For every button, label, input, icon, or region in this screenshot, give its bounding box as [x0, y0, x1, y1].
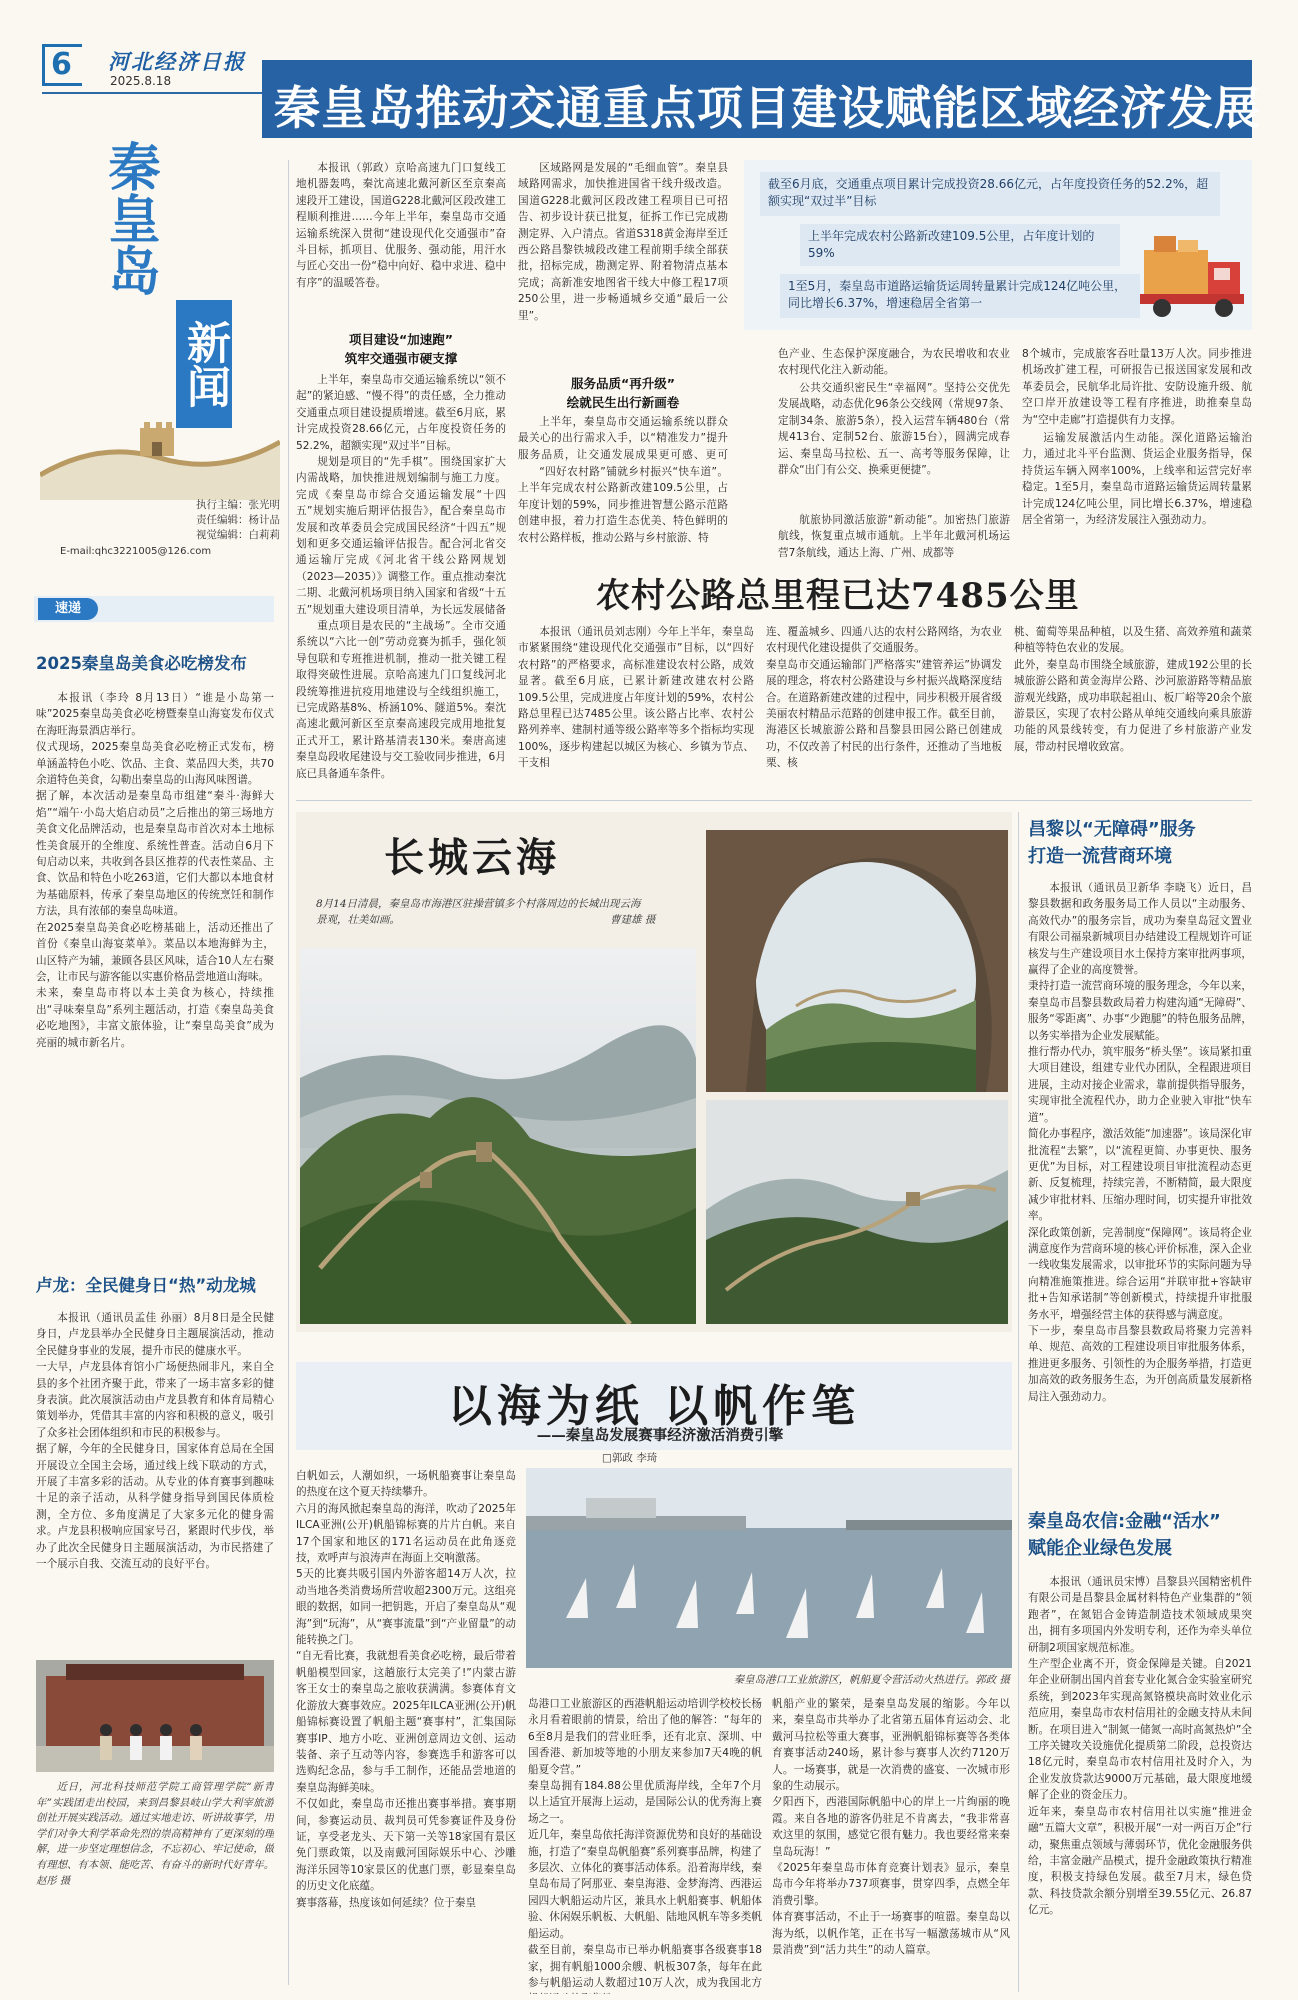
rural-credit-body: 本报讯（通讯员宋博）昌黎县兴国精密机件有限公司是昌黎县金属材料特色产业集群的“领跑者”，在氮铝合金铸造制造技术领域成果突出，拥有多项国内外发明专利，还作为牵头单位研制2项国家规范标准。 生产型企业离不开，资金保障是关键。自2021年企业研制出国内首套专业化氮合金实验室研究系统，到2023年实现高氮铬模块高时效业化示范应用，秦皇岛市农村信用社的金融支持从未间断。在项目进入“制氮一储氮一高时高氮热炉”全工序关键攻关设施优化提质第二阶段，总投资达18亿元时，秦皇岛市农村信用社及时介入，为企业发放贷款达9000万元基础，最大限度地缓解了企业的资金压力。 近年来，秦皇岛市农村信用社以实施“推进金融“五篇大文章”，积极开展“一对一两百万企”行动，聚焦重点领域与薄弱环节，优化金融服务供给，丰富金融产品模式，提升金融政策执行精准度，积极支持绿色发展。截至7月末，绿色贷款、科技贷款余额分别增至39.55亿元、26.87亿元。 — [1028, 1576, 1252, 1917]
lead-col1-p3: 规划是项目的“先手棋”。围绕国家扩大内需战略，加快推进规划编制与施工力度。完成《秦皇岛市综合交通运输发展“十四五”规划实施后期评估报告》，配合秦皇岛市发展和改革委员会完成国民经济“十四五”规划和更多交通运输评估报告。配合河北省交通运输厅完成《河北省干线公路网规划（2023—2035）》调整工作。重点推动秦沈二期、北戴河机场项目纳入国家和省级“十五五”规划重大建设项目清单，为长远发展储备 — [296, 456, 506, 616]
sailing-col1: 白帆如云，人潮如织，一场帆船赛事让秦皇岛的热度在这个夏天持续攀升。 六月的海风掀起秦皇岛的海洋，吹动了2025年ILCA亚洲(公开)帆船锦标赛的片片白帆。来自17个国家和地区的171名运动员在此角逐竞技，欢呼声与浪涛声在海面上交响激荡。 5天的比赛共吸引国内外游客超14万人次，拉动当地各类消费场所营收超2300万元。这组亮眼的数据，如同一把钥匙，开启了秦皇岛从“观海”到“玩海”，从“赛事流量”到“产业留量”的动能转换之门。 “自无看比赛，我就想看美食必吃榜，最后带着帆船模型回家，这趟旅行太完美了!”内蒙古游客王女士的秦皇岛之旅收获满满。参赛体育文化游放大赛事效应。2025年ILCA亚洲(公开)帆船锦标赛设置了帆船主题“赛事村”，汇集国际赛事IP、地方小吃、亚洲创意周边文创、运动装备、亲子互动等内容，参赛选手和游客可以选购纪念品，参与手工制作，还能品尝地道的秦皇岛海鲜美味。 不仅如此，秦皇岛市还推出赛事举措。赛事期间，参赛运动员、裁判员可凭参赛证件及身份证，享受老龙头、天下第一关等18家国有景区免门票政策，以及南戴河国际娱乐中心、沙雕海洋乐园等10家景区的优惠门票，彰显秦皇岛的历史文化底蕴。 赛事落幕，热度该如何延续？位于秦皇 — [296, 1470, 516, 1909]
sailing-byline: □郭政 李琦 — [602, 1452, 658, 1464]
lead-col4-p1: 8个城市，完成旅客吞吐量13万人次。同步推进机场改扩建工程，可研报告已报送国家发展和改革委员会，民航华北局许批、安防设施升级、航空口岸开放建设等工程有序推进，助推秦皇岛为“空中走廊”打造提供有力支撑。 — [1022, 348, 1252, 426]
lead-col1-intro: 本报讯（郭政）京哈高速九门口复线工地机器轰鸣，秦沈高速北戴河新区至京秦高速段开工建设，国道G228北戴河区段改建工程顺利推进……今年上半年，秦皇岛市交通运输系统深入贯彻“建设现代化交通强市”奋斗目标，抓项目、优服务、强动能，用汗水与匠心交出一份“稳中向好、稳中求进、稳中有序”的温暖答卷。 — [296, 162, 506, 289]
brief1-title: 2025秦皇岛美食必吃榜发布 — [36, 654, 247, 673]
great-wall-caption: 8月14日清晨，秦皇岛市海港区驻操营镇多个村落周边的长城出现云海景观，壮美如画。 — [316, 898, 641, 926]
students-photo — [36, 1660, 274, 1772]
lead-col2-p2: 上半年，秦皇岛市交通运输系统以群众最关心的出行需求入手，以“精准发力”提升服务品质，让交通发展成果更可感、更可 — [518, 416, 728, 461]
region-title: 秦皇岛 — [99, 140, 160, 296]
sailing-title: 以海为纸 以帆作笔 — [447, 1381, 861, 1432]
rural-roads-col2: 连、覆盖城乡、四通八达的农村公路网络，为农业农村现代化建设提供了交通服务。 秦皇岛市交通运输部门严格落实“建管养运”协调发展的理念，将农村公路建设与乡村振兴战略深度结合。在道路新建改建的过程中，同步积极开展省级美丽农村精品示范路的创建申报工作。截至目前，海港区长城旅游公路和昌黎县田园公路已创建成功，不仅改善了村民的出行条件，还推动了当地板栗、核 — [766, 626, 1002, 770]
highlight-1: 截至6月底，交通重点项目累计完成投资28.66亿元，占年度投资任务的52.2%，超额实现“双过半”目标 — [760, 172, 1220, 216]
credit-duty-editor: 责任编辑：杨计品 — [196, 514, 280, 526]
contact-email: E-mail:qhc3221005@126.com — [60, 546, 212, 557]
lead-col4-p2: 运输发展激活内生动能。深化道路运输治力，通过北斗平台监测、货运企业服务指导，保持货运车辆入网率100%，上线率和运营完好率稳定。1至5月，秦皇岛市道路运输货运周转量累计完成124亿吨公里，同比增长6.37%，增速稳居全省第一，为经济发展注入强劲动力。 — [1022, 432, 1252, 527]
sailing-subtitle: ——秦皇岛发展赛事经济激活消费引擎 — [536, 1428, 784, 1444]
lead-subhead-1: 项目建设“加速跑” 筑牢交通强市硬支撑 — [344, 332, 458, 366]
highlight-2: 上半年完成农村公路新改建109.5公里，占年度计划的59% — [800, 224, 1120, 266]
great-wall-photo-main — [300, 948, 696, 1324]
rural-roads-col1: 本报讯（通讯员刘志刚）今年上半年，秦皇岛市紧紧围绕“建设现代化交通强市”目标，以“四好农村路”的严格要求，高标准建设农村公路，成效显著。截至6月底，已累计新建改建农村公路109.5公里，完成进度占年度计划的59%，农村公路总里程已达7485公里。该公路占比率、农村公路列养率、建制村通等级公路率等多个指标均实现100%，逐步构建起以城区为核心、乡镇为节点、干支相 — [518, 626, 754, 770]
right-column-divider — [1018, 812, 1019, 1992]
brief1-body: 本报讯（李玲 8月13日）“谁是小岛第一味”2025秦皇岛美食必吃榜暨秦皇山海宴发布仪式在海旺海景酒店举行。 仪式现场，2025秦皇岛美食必吃榜正式发布，榜单涵盖特色小吃、饮品、主食、菜品四大类，共70余道特色美食，勾勒出秦皇岛的山海风味图谱。 据了解，本次活动是秦皇岛市组建“秦斗·海鲜大焰”“端午·小岛大焰启动员”之后推出的第三场地方美食文化品牌活动，也是秦皇岛市首次对本土地标性美食展开的全维度、系统性普查。活动自6月下旬启动以来，共收到各县区推荐的代表性菜品、主食、饮品和特色小吃263道，它们大都以本地食材为基础原料，传承了秦皇岛地区的传统烹饪和制作方法，具有浓郁的秦皇岛味道。 在2025秦皇岛美食必吃榜基础上，活动还推出了首份《秦皇山海宴菜单》。菜品以本地海鲜为主，山区特产为辅，兼顾各县区风味，适合10人左右聚会，让市民与游客能以实惠价格品尝地道山海味。 未来，秦皇岛市将以本土美食为核心，持续推出“寻味秦皇岛”系列主题活动，打造《秦皇岛美食必吃地图》，丰富文旅体验，让“秦皇岛美食”成为亮丽的城市新名片。 — [36, 692, 274, 1049]
section-title: 新闻 — [176, 300, 232, 428]
brief2-title: 卢龙：全民健身日“热”动龙城 — [36, 1276, 256, 1295]
rural-roads-col3: 桃、葡萄等果品种植，以及生猪、高效养殖和蔬菜种植等特色农业的发展。 此外，秦皇岛市围绕全域旅游，建成192公里的长城旅游公路和黄金海岸公路、沙河旅游路等精品旅游观光线路，成功串联起祖山、板厂峪等20余个旅游景区，实现了农村公路从单纯交通线向乘具旅游功能的风景线转变，有力促进了乡村旅游产业发展，带动村民增收致富。 — [1014, 626, 1252, 753]
lead-col3-p1: 色产业、生态保护深度融合，为农民增收和农业农村现代化注入新动能。 — [778, 348, 1010, 377]
great-wall-title: 长城云海 — [384, 834, 560, 881]
lead-col3-p3: 航旅协同激活旅游“新动能”。加密热门旅游航线，恢复重点城市通航。上半年北戴河机场运营7条航线，通达上海、广州、成都等 — [778, 514, 1010, 559]
credit-visual-editor: 视觉编辑：白莉莉 — [196, 529, 280, 541]
lead-col2-p3: “四好农村路”铺就乡村振兴“快车道”。上半年完成农村公路新改建109.5公里，占年度计划的59%，同步推进智慧公路示范路创建申报，着力打造生态优美、特色鲜明的农村公路样板，推动公路与乡村旅游、特 — [518, 466, 728, 544]
truck-icon — [1140, 222, 1248, 326]
great-wall-photo-clouds — [706, 1100, 1008, 1324]
lead-col1-p2: 上半年，秦皇岛市交通运输系统以“领不起”的紧迫感、“慢不得”的责任感，全力推动交通重点项目建设提质增速。截至6月底，累计完成投资28.66亿元，占年度投资任务的52.2%，超额实现“双过半”目标。 — [296, 374, 506, 452]
sailing-col2: 岛港口工业旅游区的西港帆船运动培训学校校长杨永月看着眼前的情景，给出了他的解答：“每年的6至8月是我们的营业旺季，还有北京、深圳、中国香港、新加坡等地的小朋友来参加7天4晚的帆船夏令营。” 秦皇岛拥有184.88公里优质海岸线，全年7个月以上适宜开展海上运动，是国际公认的优秀海上赛场之一。 近几年，秦皇岛依托海洋资源优势和良好的基础设施，打造了“秦皇岛帆船赛”系列赛事品牌，构建了多层次、立体化的赛事活动体系。沿着海岸线，秦皇岛布局了阿那亚、秦皇海港、金梦海湾、西港运园四大帆船运动片区，兼具水上帆船赛事、帆船体验、休闲娱乐帆板、大帆船、陆地风帆车等多类帆船运动。 截至目前，秦皇岛市已举办帆船赛事各级赛事18家，拥有帆船1000余艘、帆板307条，每年在此参与帆船运动人数超过10万人次，成为我国北方 — [528, 1698, 762, 1989]
paper-name: 河北经济日报 — [108, 49, 246, 74]
issue-date: 2025.8.18 — [110, 74, 172, 88]
changli-body: 本报讯（通讯员卫新华 李晓飞）近日，昌黎县数据和政务服务局工作人员以“主动服务、高效代办”的服务宗旨，成功为秦皇岛冠文置业有限公司福泉新城项目办结建设工程规划许可证核发与生产建设项目水土保持方案审批两事项，赢得了企业的高度赞誉。 秉持打造一流营商环境的服务理念，今年以来，秦皇岛市昌黎县数政局着力构建沟通“无障碍”、服务“零距离”、办事“少跑腿”的特色服务品牌，以务实举措为企业发展赋能。 推行帮办代办，筑牢服务“桥头堡”。该局紧扣重大项目建设，组建专业代办团队，全程跟进项目进展，主动对接企业需求，靠前提供指导服务，实现审批全流程代办，助力企业驶入审批“快车道”。 简化办事程序，激活效能“加速器”。该局深化审批流程“去繁”，以“流程更简、办事更快、服务更优”为目标，对工程建设项目审批流程动态更新、反复梳理，持续完善，不断精简，最大限度减少审批材料、压缩办理时间，切实提升审批效率。 深化政策创新，完善制度“保障网”。该局将企业满意度作为营商环境的核心评价标准，深入企业一线收集发展需求，以审批环节的实际问题为导向精准施策推进。综合运用“并联审批+容缺审批+告知承诺制”等创新模式，持续提升审批服务水平，增强经营主体的获得感与满意度。 下一步，秦皇岛市昌黎县数政局将聚力完善料单、规范、高效的工程建设项目审批服务体系，推进更多服务、引领性的为企服务举措，打造更加高效的政务服务生态，为开创高质量发展新格局注入强劲动力。 — [1028, 882, 1252, 1403]
section-rule-1 — [296, 800, 1252, 801]
sidebar-divider — [288, 160, 289, 1985]
credits — [170, 498, 280, 543]
lead-col3-p2: 公共交通织密民生“幸福网”。坚持公交优先发展战略，动态优化96条公交线网（常规97条、定制34条、旅游5条），投入运营车辆480台（常规413台、定制52台、旅游15台），圆满完成春运、秦皇岛马拉松、五一、高考等服务保障，让群众“出门有公交、换乘更便捷”。 — [778, 382, 1010, 477]
rural-roads-headline: 农村公路总里程已达7485公里 — [596, 576, 1080, 616]
lead-col1-p4: 重点项目是农民的“主战场”。全市交通系统以“六比一创”劳动竞赛为抓手，强化领导包联和专班推进机制，推动一批关键工程取得突破性进展。京哈高速九门口复线河北段统筹推进抗疫用地建设与全线组织施工，已完成路基8%、桥涵10%、隧道5%。秦沈高速北戴河新区至京秦高速段完成用地批复正式开工，累计路基清表130米。秦唐高速秦皇岛段收尾建设与交工验收同步推进，6月底已具备通车条件。 — [296, 620, 506, 780]
great-wall-photographer: 曹建雄 摄 — [610, 914, 656, 926]
sailing-photo — [526, 1468, 1012, 1668]
credit-editor: 执行主编：张光明 — [196, 499, 280, 511]
rural-credit-headline: 秦皇岛农信:金融“活水” 赋能企业绿色发展 — [1028, 1511, 1221, 1559]
page-number: 6 — [42, 44, 82, 86]
lead-subhead-2: 服务品质“再升级” 绘就民生出行新画卷 — [566, 376, 680, 410]
lead-headline: 秦皇岛推动交通重点项目建设赋能区域经济发展 — [274, 81, 1261, 135]
great-wall-photo-arch — [706, 830, 1008, 1092]
brief-label: 速递 — [38, 598, 98, 620]
changli-headline: 昌黎以“无障碍”服务 打造一流营商环境 — [1028, 819, 1196, 867]
brief2-body: 本报讯（通讯员孟佳 孙丽）8月8日是全民健身日，卢龙县举办全民健身日主题展演活动，推动全民健身事业的发展，提升市民的健康水平。 一大早，卢龙县体育馆小广场便热闹非凡，来自全县的多个社团齐聚于此，带来了一场丰富多彩的健身表演。此次展演活动由卢龙县教育和体育局精心策划举办，凭借其丰富的内容和积极的意义，吸引了众多社会团体组织和市民的积极参与。 据了解，今年的全民健身日，国家体育总局在全国开展设立全国主会场，通过线上线下联动的方式，开展了丰富多彩的活动。从专业的体育赛事到趣味十足的亲子活动，从科学健身指导到国民体质检测，全方位、多角度满足了大家多元化的健身需求。卢龙县积极响应国家号召，紧跟时代步伐，举办了此次全民健身日主题展演活动，为市民搭建了一个展示自我、交流互动的良好平台。 — [36, 1312, 274, 1571]
sailing-col3: 帆船产业的繁荣，是秦皇岛发展的缩影。今年以来，秦皇岛市共举办了北省第五届体育运动会、北戴河马拉松等重大赛事，亚洲帆船锦标赛等各类体育赛事活动240场，累计参与赛事人次约7120万人。一场赛事，就是一次消费的盛宴、一次城市形象的生动展示。 夕阳西下，西港国际帆船中心的岸上一片绚丽的晚霞。来自各地的游客仍驻足不肯离去，“我非常喜欢这里的氛围，感觉它很有魅力。我也要经常来秦皇岛玩海！” 《2025年秦皇岛市体育竞赛计划表》显示，秦皇岛市今年将举办737项赛事，贯穿四季，点燃全年消费引擎。 体育赛事活动，不止于一场赛事的喧嚣。秦皇岛以海为纸，以帆作笔，正在书写一幅激荡城市从“风景消费”到“活力共生”的动人篇章。 — [772, 1698, 1010, 1957]
great-wall-illustration — [40, 380, 280, 500]
students-photo-caption: 近日，河北科技师范学院工商管理学院“新青年”实践团走出校园，来到昌黎县岐山学大利宰旅游创社开展实践活动。通过实地走访、听讲故事学，用学们对争大利学革命先烈的崇高精神有了更深刻的理解，进一步坚定理想信念，不忘初心、牢记使命，做有理想、有本领、能吃苦、有奋斗的新时代好青年。赵彤 摄 — [36, 1781, 274, 1887]
lead-col2-p1: 区域路网是发展的“毛细血管”。秦皇县域路网需求，加快推进国省干线升级改造。国道G228北戴河区段改建工程项目已可招告、初步设计获已批复，征拆工作已完成勘测定界、入户清点。省道S318黄金海岸至迁西公路昌黎铁城段改建工程前期手续全部获批，招标完成，勘测定界、附着物清点基本完成；高新准安地图省干线大中修工程17项250公里，进一步畅通城乡交通“最后一公里”。 — [518, 162, 728, 322]
sailing-photo-caption: 秦皇岛港口工业旅游区，帆船夏令营活动火热进行。郭政 摄 — [733, 1674, 1010, 1686]
highlight-3: 1至5月，秦皇岛市道路运输货运周转量累计完成124亿吨公里，同比增长6.37%，增速稳居全省第一 — [780, 274, 1140, 318]
